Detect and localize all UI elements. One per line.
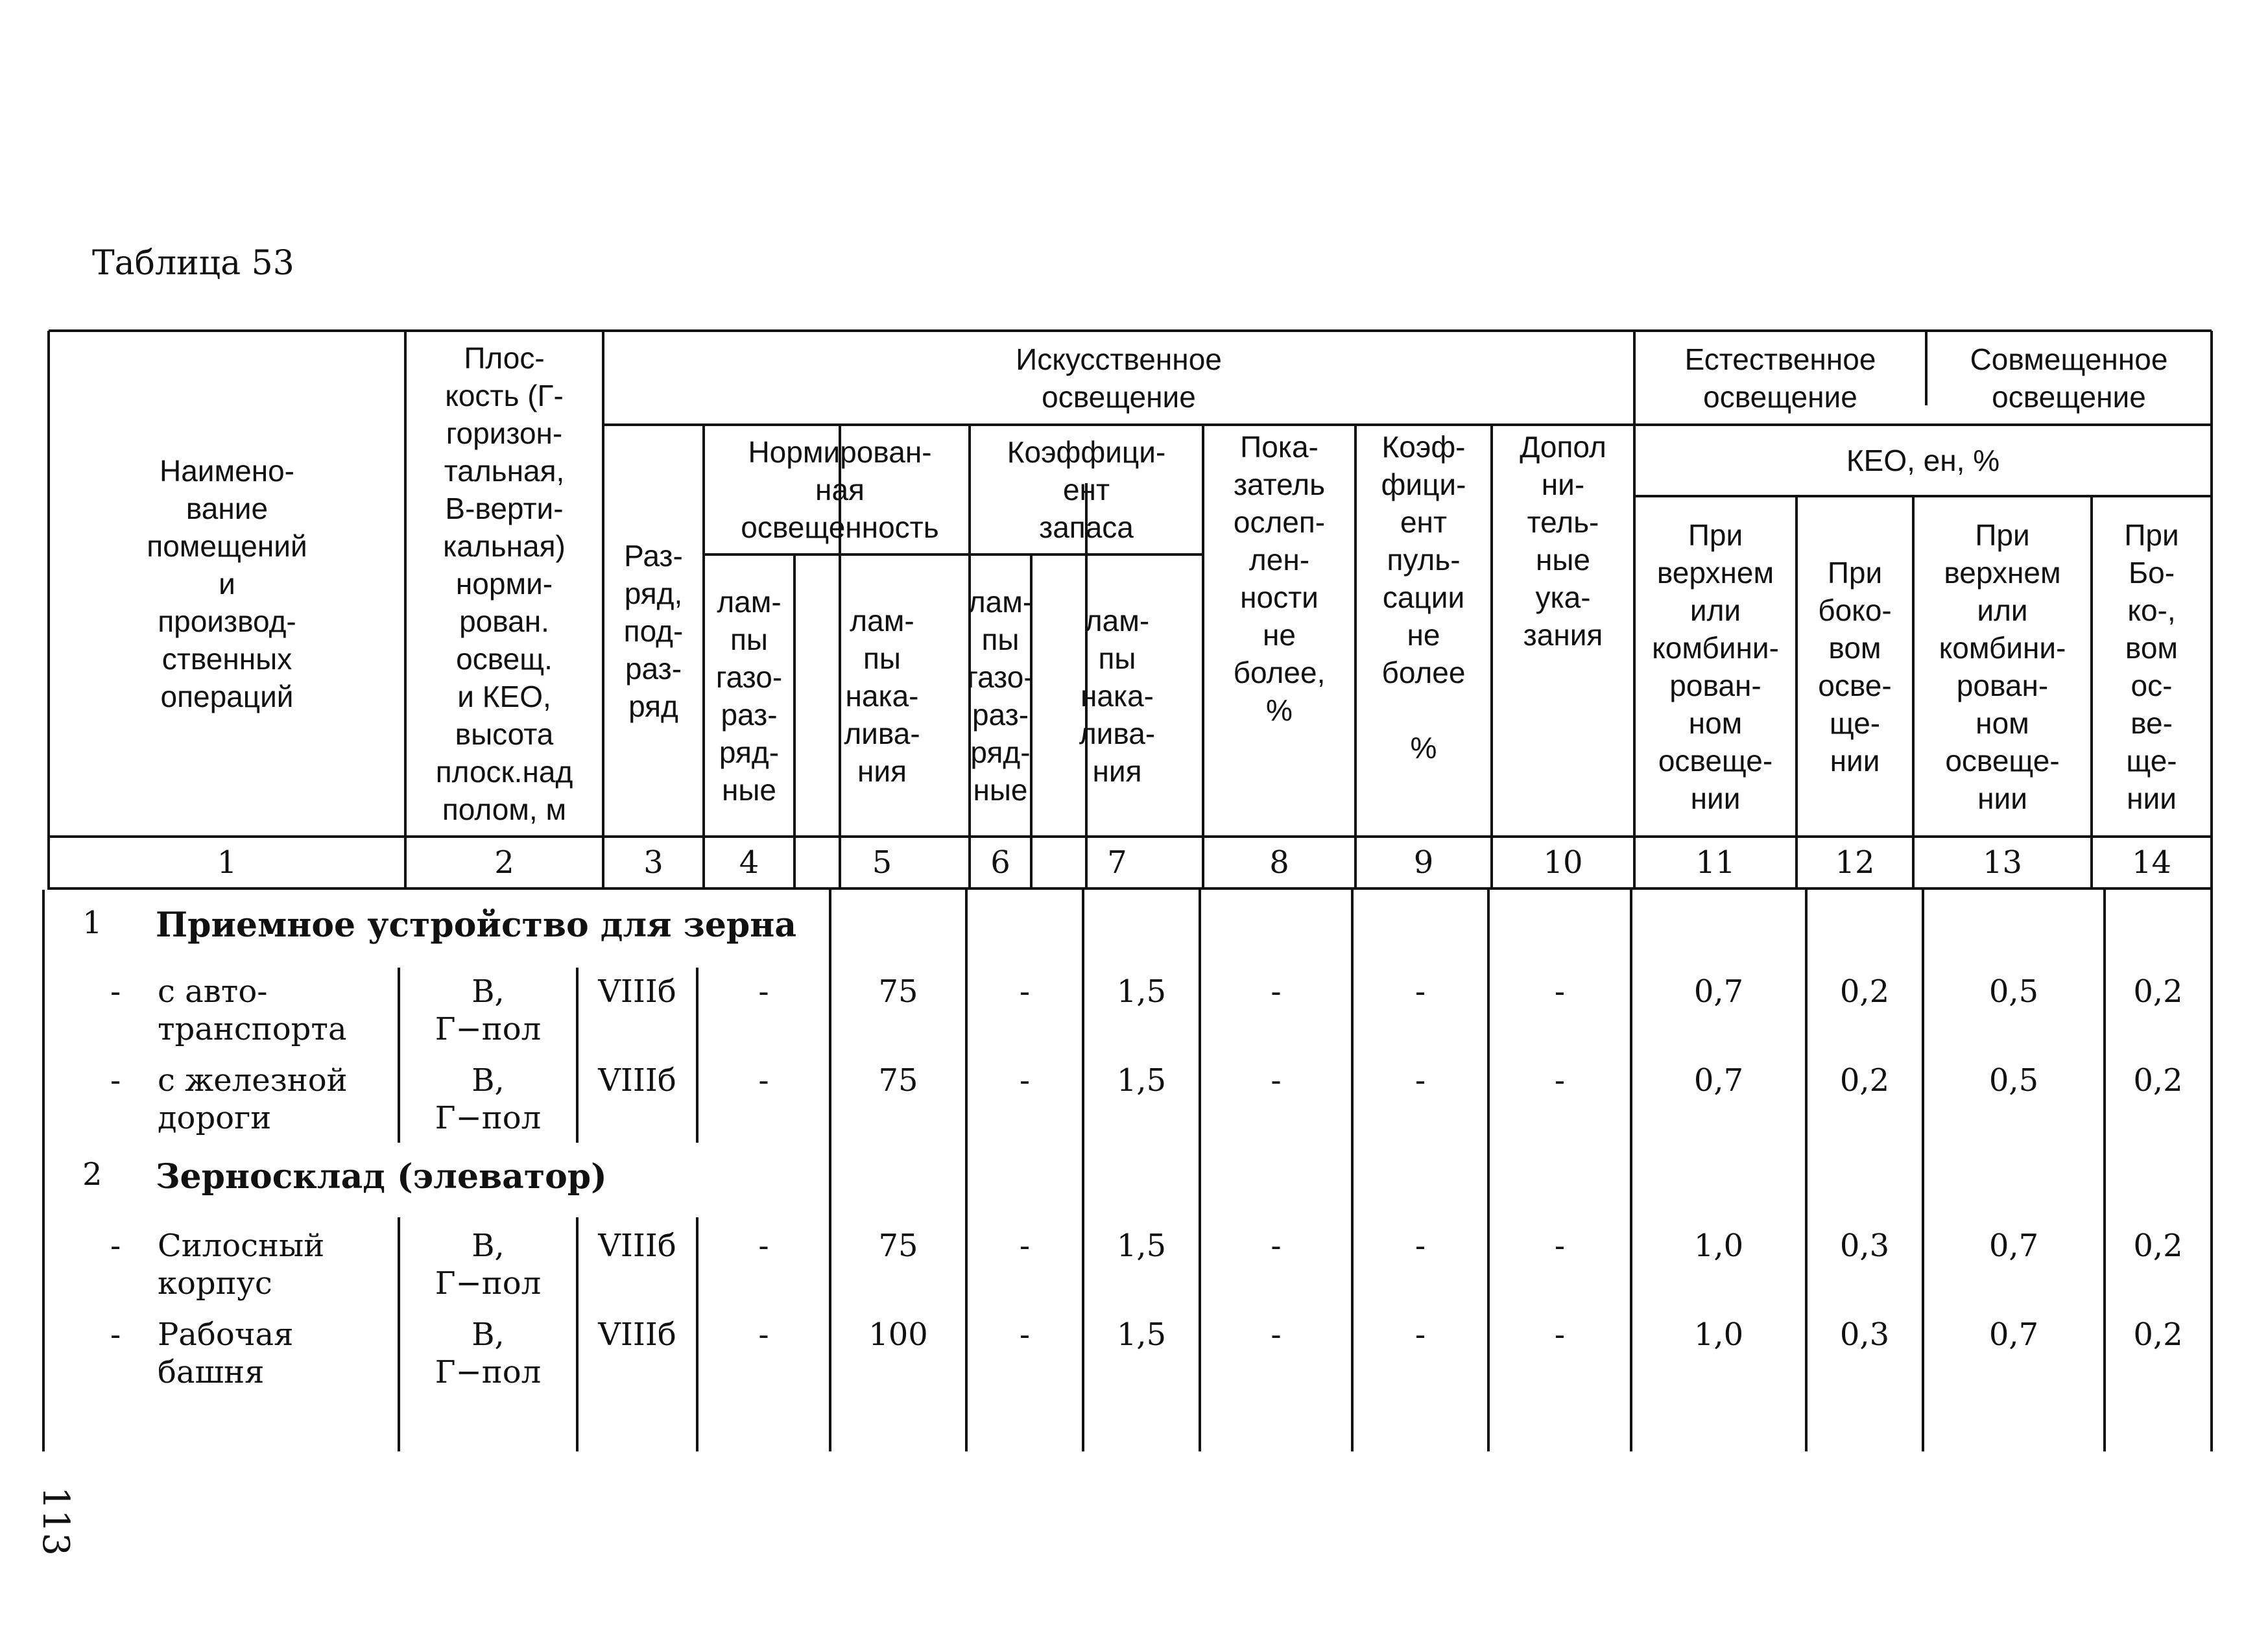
row-cell: - — [758, 1228, 769, 1264]
row-cell: 0,2 — [2133, 1317, 2183, 1353]
header-incandescent-lamps: лам- пы нака- лива- ния — [844, 603, 920, 788]
row-cell: 1,5 — [1116, 1062, 1167, 1099]
column-number: 12 — [1835, 844, 1875, 881]
row-dash: - — [110, 1062, 121, 1099]
row-dash: - — [110, 1317, 121, 1353]
header-combined-top-combined: При верхнем или комбини- рован- ном освеще- нии — [1939, 518, 2066, 815]
header-reserve-coefficient: Коэффици- ент запаса — [1007, 435, 1166, 544]
column-number: 14 — [2131, 844, 2172, 881]
section-title: Приемное устройство для зерна — [156, 905, 797, 945]
row-cell: 0,7 — [1988, 1228, 2039, 1264]
column-number: 9 — [1413, 844, 1434, 881]
row-grade: VIIIб — [598, 973, 676, 1010]
row-plane: В, Г−пол — [435, 1228, 542, 1302]
row-cell: 1,5 — [1116, 973, 1167, 1010]
row-cell: - — [758, 1062, 769, 1099]
row-plane: В, Г−пол — [435, 1062, 542, 1136]
column-number: 10 — [1543, 844, 1583, 881]
row-dash: - — [110, 973, 121, 1010]
column-number: 8 — [1269, 844, 1289, 881]
row-cell: - — [1554, 973, 1566, 1010]
row-cell: - — [758, 1317, 769, 1353]
section-number: 2 — [82, 1156, 102, 1193]
row-grade: VIIIб — [598, 1317, 676, 1353]
header-room-name: Наимено- вание помещений и производ- ственных операций — [147, 454, 307, 713]
row-cell: - — [1019, 1228, 1031, 1264]
row-cell: 0,3 — [1839, 1317, 1890, 1353]
row-cell: - — [1554, 1228, 1566, 1264]
header-grade: Раз- ряд, под- раз- ряд — [623, 538, 684, 723]
header-gas-discharge-lamps: лам- пы газо- раз- ряд- ные — [715, 584, 783, 807]
row-cell: 0,2 — [1839, 973, 1890, 1010]
header-natural-lighting: Естественное освещение — [1684, 342, 1876, 414]
row-cell: 0,3 — [1839, 1228, 1890, 1264]
column-number: 1 — [217, 844, 237, 881]
row-cell: - — [1415, 1317, 1426, 1353]
row-cell: - — [1019, 1062, 1031, 1099]
row-cell: 100 — [868, 1317, 928, 1353]
row-cell: 1,0 — [1693, 1317, 1744, 1353]
row-name: Силосный корпус — [158, 1228, 325, 1302]
row-cell: 75 — [878, 1228, 918, 1264]
row-cell: - — [1271, 973, 1282, 1010]
row-cell: 0,2 — [2133, 1062, 2183, 1099]
row-cell: 1,5 — [1116, 1317, 1167, 1353]
page-number-text: 113 — [34, 1486, 77, 1556]
row-cell: 0,7 — [1988, 1317, 2039, 1353]
header-natural-side: При боко- вом осве- ще- нии — [1818, 555, 1892, 778]
header-combined-side: При Бо- ко-, вом ос- ве- ще- нии — [2124, 518, 2179, 815]
header-plane: Плос- кость (Г- горизон- тальная, В-верти- кальная) норми- рован. освещ. и КЕО, высота плоск.над полом, м — [435, 341, 573, 826]
row-cell: - — [1554, 1062, 1566, 1099]
row-cell: - — [1019, 973, 1031, 1010]
row-name: Рабочая башня — [158, 1317, 294, 1390]
row-plane: В, Г−пол — [435, 973, 542, 1047]
section-title: Зерносклад (элеватор) — [156, 1157, 607, 1197]
page-number — [26, 1482, 84, 1560]
header-pulsation-coefficient: Коэф- фици- ент пуль- сации не более % — [1381, 430, 1466, 765]
row-cell: 75 — [878, 1062, 918, 1099]
row-cell: 0,2 — [1839, 1062, 1890, 1099]
header-incandescent-lamps-reserve: лам- пы нака- лива- ния — [1079, 603, 1156, 788]
row-cell: - — [1554, 1317, 1566, 1353]
header-combined-lighting: Совмещенное освещение — [1970, 342, 2168, 414]
row-cell: 0,2 — [2133, 973, 2183, 1010]
header-gas-discharge-lamps-reserve: лам- пы газо- раз- ряд- ные — [967, 584, 1034, 807]
row-cell: 1,5 — [1116, 1228, 1167, 1264]
row-cell: 0,5 — [1988, 1062, 2039, 1099]
row-cell: 0,2 — [2133, 1228, 2183, 1264]
row-cell: - — [1019, 1317, 1031, 1353]
row-cell: 1,0 — [1693, 1228, 1744, 1264]
row-cell: - — [1415, 1062, 1426, 1099]
header-natural-top-combined: При верхнем или комбини- рован- ном освеще- нии — [1652, 518, 1779, 815]
row-cell: 0,7 — [1693, 973, 1744, 1010]
row-grade: VIIIб — [598, 1062, 676, 1099]
row-name: с железной дороги — [158, 1062, 348, 1136]
row-cell: - — [1415, 1228, 1426, 1264]
header-additional-notes: Допол ни- тель- ные ука- зания — [1520, 430, 1606, 652]
row-cell: 0,5 — [1988, 973, 2039, 1010]
section-number: 1 — [82, 905, 102, 941]
row-cell: - — [1271, 1228, 1282, 1264]
header-glare-index: Пока- затель ослеп- лен- ности не более, % — [1233, 430, 1326, 727]
row-cell: - — [1271, 1062, 1282, 1099]
column-number: 13 — [1982, 844, 2023, 881]
column-number: 5 — [872, 844, 892, 881]
row-cell: - — [1415, 973, 1426, 1010]
column-number: 11 — [1695, 844, 1736, 881]
row-cell: 75 — [878, 973, 918, 1010]
column-number: 3 — [643, 844, 663, 881]
column-number: 4 — [739, 844, 759, 881]
row-grade: VIIIб — [598, 1228, 676, 1264]
header-artificial-lighting: Искусственное освещение — [1016, 342, 1222, 414]
row-cell: 0,7 — [1693, 1062, 1744, 1099]
table-header — [49, 331, 2212, 890]
row-plane: В, Г−пол — [435, 1317, 542, 1390]
column-number: 7 — [1107, 844, 1127, 881]
row-cell: - — [758, 973, 769, 1010]
row-cell: - — [1271, 1317, 1282, 1353]
header-normalized-illuminance: Нормирован- ная освещенность — [741, 435, 939, 544]
header-keo: КЕО, ен, % — [1846, 444, 2000, 477]
row-dash: - — [110, 1228, 121, 1264]
table-body — [42, 890, 2212, 1451]
column-number: 2 — [494, 844, 514, 881]
table-caption: Таблица 53 — [92, 244, 294, 283]
column-number: 6 — [990, 844, 1010, 881]
row-name: с авто- транспорта — [158, 973, 347, 1047]
